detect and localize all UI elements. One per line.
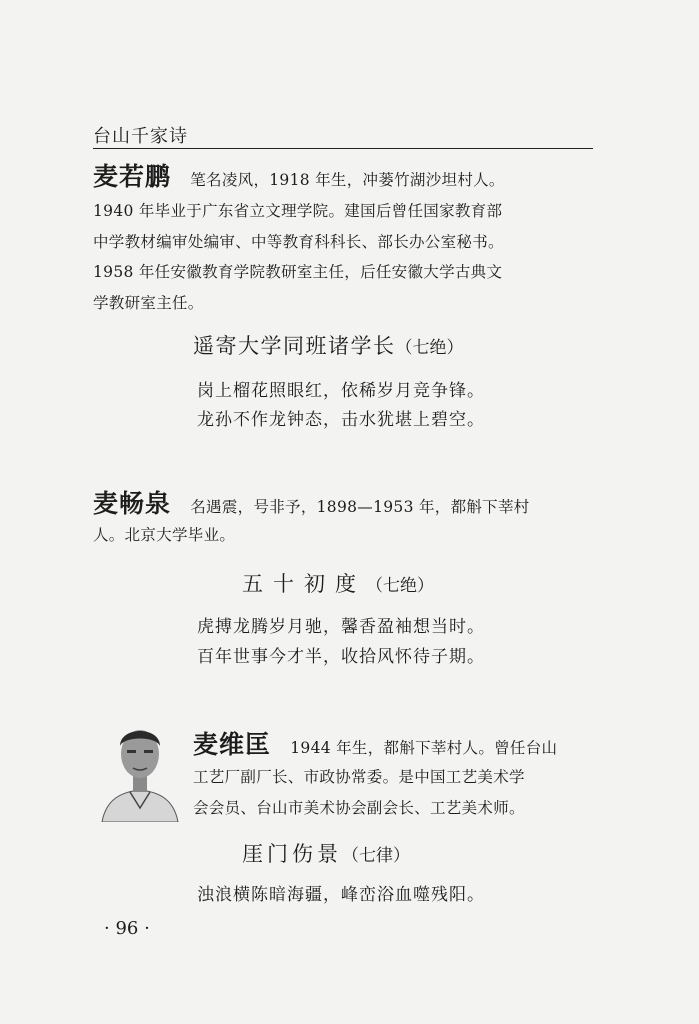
page-number: · 96 · [104,918,150,939]
poem-title: 厓门伤景 [242,842,342,866]
entry-3-poem-title-line [242,838,410,868]
entry-3-bio [193,762,525,823]
poem-title: 遥寄大学同班诸学长 [193,334,396,358]
entry-1-bio-first: 笔名凌风，1918 年生，冲蒌竹湖沙坦村人。 [190,171,505,189]
portrait-photo [100,712,180,822]
entry-2-name: 麦畅泉 [93,489,172,518]
entry-1-header-line [93,162,505,196]
entry-1-name: 麦若鹏 [93,162,172,191]
poem-line: 岗上榴花照眼红，依稀岁月竞争锋。 [197,381,485,401]
bio-line: 工艺厂副厂长、市政协常委。是中国工艺美术学 [193,768,525,786]
entry-2-poem-title-line [242,568,434,598]
bio-line: 人。北京大学毕业。 [93,526,236,544]
bio-line: 中学教材编审处编审、中等教育科科长、部长办公室秘书。 [93,232,504,251]
poem-title: 五十初度 [242,572,366,596]
bio-line: 1940 年毕业于广东省立文理学院。建国后曾任国家教育部 [93,202,503,220]
poem-line: 龙孙不作龙钟态，击水犹堪上碧空。 [197,410,485,430]
header-rule [93,148,593,149]
poem-form: （七绝） [366,576,434,596]
poem-form: （七律） [342,846,410,866]
entry-2-header-line [93,489,530,523]
entry-2-bio-first: 名遇震，号非予，1898—1953 年，都斛下莘村 [190,498,530,516]
bio-line: 1958 年任安徽教育学院教研室主任，后任安徽大学古典文 [93,263,503,281]
bio-line: 学教研室主任。 [93,293,204,312]
running-head: 台山千家诗 [93,126,188,147]
poem-line: 虎搏龙腾岁月驰，馨香盈袖想当时。 [197,617,485,637]
entry-2-bio [93,520,235,551]
entry-3-name: 麦维匡 [193,730,272,759]
poem-line: 百年世事今才半，收拾风怀待子期。 [197,647,485,667]
entry-1-poem-title-line [193,330,464,360]
entry-3-header-line [193,730,557,764]
poem-line: 浊浪横陈暗海疆，峰峦浴血噬残阳。 [197,885,485,905]
entry-1-bio [93,196,504,318]
entry-3-bio-first: 1944 年生，都斛下莘村人。曾任台山 [290,739,558,757]
poem-form: （七绝） [395,338,464,358]
bio-line: 会会员、台山市美术协会副会长、工艺美术师。 [193,798,525,817]
